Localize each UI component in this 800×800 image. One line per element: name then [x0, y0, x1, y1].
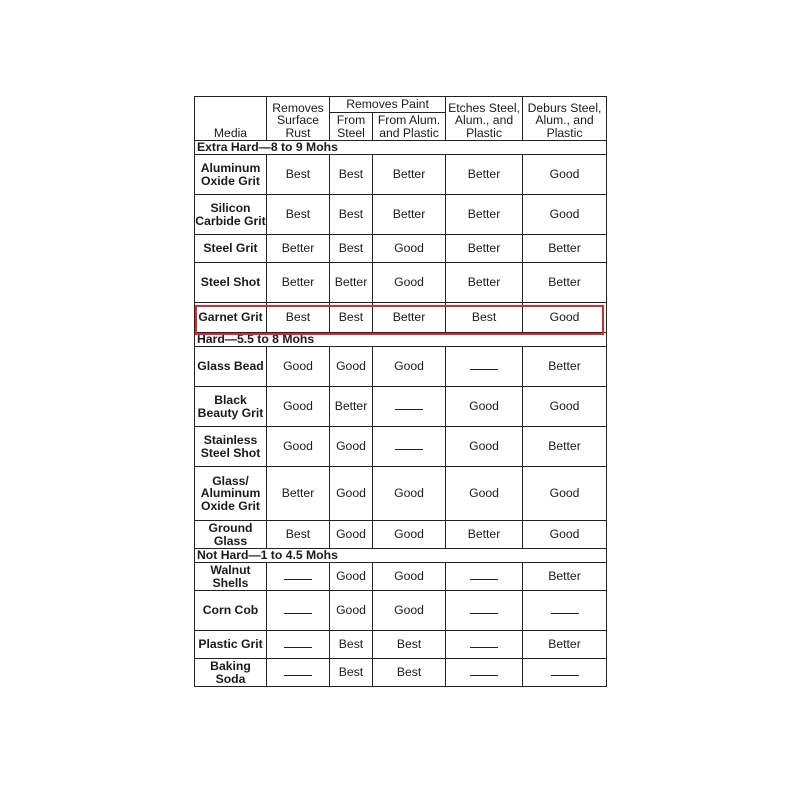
media-name-cell: Plastic Grit	[195, 631, 267, 659]
rating-cell: Good	[523, 521, 607, 549]
table-row	[195, 427, 607, 467]
rating-cell: Better	[523, 347, 607, 387]
rating-cell: Good	[373, 521, 446, 549]
section-title: Not Hard—1 to 4.5 Mohs	[195, 549, 607, 563]
dash-rule	[470, 675, 498, 676]
section-header-row	[195, 549, 607, 563]
rating-cell: Good	[373, 563, 446, 591]
rating-cell: Best	[330, 303, 373, 333]
rating-cell: Good	[523, 467, 607, 521]
not-applicable-cell	[446, 659, 523, 687]
rating-cell: Good	[523, 155, 607, 195]
rating-cell: Better	[446, 521, 523, 549]
rating-cell: Best	[373, 631, 446, 659]
rating-cell: Better	[523, 563, 607, 591]
media-name-cell: Black Beauty Grit	[195, 387, 267, 427]
dash-rule	[551, 675, 579, 676]
rating-cell: Best	[330, 195, 373, 235]
media-name-cell: Stainless Steel Shot	[195, 427, 267, 467]
dash-rule	[470, 369, 498, 370]
not-applicable-cell	[267, 563, 330, 591]
rating-cell: Better	[267, 263, 330, 303]
rating-cell: Better	[446, 155, 523, 195]
table-row	[195, 563, 607, 591]
table-row	[195, 631, 607, 659]
table-row	[195, 591, 607, 631]
table-row	[195, 387, 607, 427]
rating-cell: Good	[446, 467, 523, 521]
media-name-cell: Corn Cob	[195, 591, 267, 631]
table-row	[195, 235, 607, 263]
rating-cell: Good	[373, 591, 446, 631]
dash-rule	[284, 647, 312, 648]
dash-rule	[470, 579, 498, 580]
rating-cell: Better	[523, 235, 607, 263]
table-row	[195, 303, 607, 333]
rating-cell: Better	[330, 263, 373, 303]
rating-cell: Good	[330, 427, 373, 467]
rating-cell: Good	[267, 427, 330, 467]
rating-cell: Best	[373, 659, 446, 687]
not-applicable-cell	[446, 631, 523, 659]
rating-cell: Better	[446, 235, 523, 263]
not-applicable-cell	[523, 659, 607, 687]
dash-rule	[551, 613, 579, 614]
section-title: Extra Hard—8 to 9 Mohs	[195, 141, 607, 155]
rating-cell: Good	[330, 591, 373, 631]
rating-cell: Best	[330, 155, 373, 195]
rating-cell: Good	[330, 521, 373, 549]
section-header-row	[195, 333, 607, 347]
table-row	[195, 195, 607, 235]
rating-cell: Best	[330, 659, 373, 687]
not-applicable-cell	[267, 591, 330, 631]
rating-cell: Best	[267, 303, 330, 333]
not-applicable-cell	[446, 591, 523, 631]
media-name-cell: Walnut Shells	[195, 563, 267, 591]
rating-cell: Good	[446, 427, 523, 467]
rating-cell: Good	[267, 387, 330, 427]
header-media: Media	[195, 97, 267, 141]
not-applicable-cell	[267, 631, 330, 659]
rating-cell: Better	[446, 263, 523, 303]
not-applicable-cell	[523, 591, 607, 631]
section-header-row	[195, 141, 607, 155]
rating-cell: Best	[330, 631, 373, 659]
section-title: Hard—5.5 to 8 Mohs	[195, 333, 607, 347]
rating-cell: Better	[267, 467, 330, 521]
media-name-cell: Steel Shot	[195, 263, 267, 303]
media-name-cell: Baking Soda	[195, 659, 267, 687]
rating-cell: Good	[373, 347, 446, 387]
dash-rule	[470, 647, 498, 648]
rating-cell: Good	[523, 303, 607, 333]
header-from-alum-plastic: From Alum. and Plastic	[373, 113, 446, 141]
rating-cell: Better	[330, 387, 373, 427]
table-row	[195, 347, 607, 387]
dash-rule	[284, 675, 312, 676]
not-applicable-cell	[267, 659, 330, 687]
media-name-cell: Garnet Grit	[195, 303, 267, 333]
rating-cell: Better	[446, 195, 523, 235]
rating-cell: Good	[446, 387, 523, 427]
table-body	[195, 141, 607, 687]
dash-rule	[284, 579, 312, 580]
header-removes-paint: Removes Paint	[330, 97, 446, 113]
media-name-cell: Glass Bead	[195, 347, 267, 387]
media-name-cell: Silicon Carbide Grit	[195, 195, 267, 235]
rating-cell: Best	[267, 195, 330, 235]
rating-cell: Good	[373, 263, 446, 303]
rating-cell: Best	[330, 235, 373, 263]
rating-cell: Better	[267, 235, 330, 263]
header-from-steel: From Steel	[330, 113, 373, 141]
table-row	[195, 263, 607, 303]
table-row	[195, 521, 607, 549]
media-comparison-sheet	[194, 96, 606, 696]
rating-cell: Good	[373, 235, 446, 263]
header-deburs: Deburs Steel, Alum., and Plastic	[523, 97, 607, 141]
rating-cell: Good	[523, 387, 607, 427]
rating-cell: Best	[446, 303, 523, 333]
dash-rule	[470, 613, 498, 614]
table-row	[195, 155, 607, 195]
media-name-cell: Aluminum Oxide Grit	[195, 155, 267, 195]
media-name-cell: Ground Glass	[195, 521, 267, 549]
rating-cell: Good	[330, 563, 373, 591]
rating-cell: Better	[373, 195, 446, 235]
rating-cell: Better	[373, 155, 446, 195]
media-name-cell: Steel Grit	[195, 235, 267, 263]
rating-cell: Better	[523, 631, 607, 659]
dash-rule	[395, 409, 423, 410]
rating-cell: Better	[373, 303, 446, 333]
header-removes-surface-rust: Removes Surface Rust	[267, 97, 330, 141]
rating-cell: Best	[267, 155, 330, 195]
table-row	[195, 659, 607, 687]
blast-media-table	[194, 96, 607, 687]
not-applicable-cell	[446, 563, 523, 591]
rating-cell: Better	[523, 427, 607, 467]
rating-cell: Better	[523, 263, 607, 303]
rating-cell: Best	[267, 521, 330, 549]
header-etches: Etches Steel, Alum., and Plastic	[446, 97, 523, 141]
rating-cell: Good	[523, 195, 607, 235]
dash-rule	[284, 613, 312, 614]
not-applicable-cell	[446, 347, 523, 387]
not-applicable-cell	[373, 427, 446, 467]
rating-cell: Good	[330, 347, 373, 387]
rating-cell: Good	[373, 467, 446, 521]
not-applicable-cell	[373, 387, 446, 427]
table-row	[195, 467, 607, 521]
dash-rule	[395, 449, 423, 450]
rating-cell: Good	[330, 467, 373, 521]
media-name-cell: Glass/ Aluminum Oxide Grit	[195, 467, 267, 521]
rating-cell: Good	[267, 347, 330, 387]
